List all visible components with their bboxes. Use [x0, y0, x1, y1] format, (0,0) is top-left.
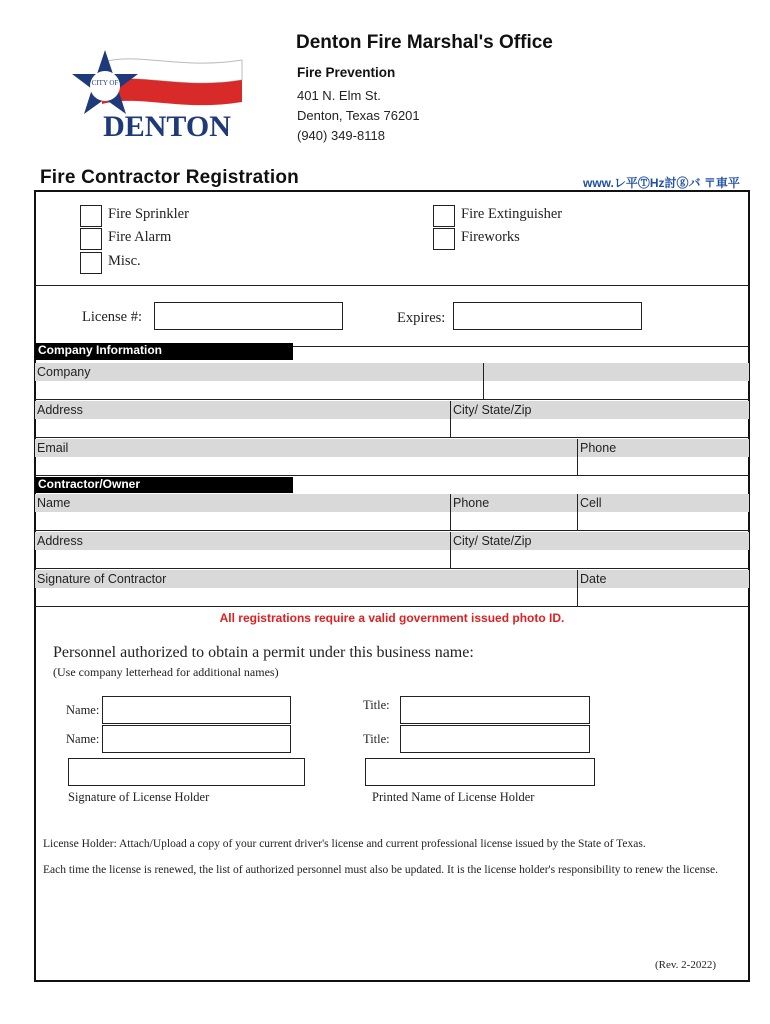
personnel-title-label-2: Title: [363, 732, 390, 746]
personnel-heading: Personnel authorized to obtain a permit under this business name: [53, 644, 474, 661]
owner-name-input[interactable] [35, 512, 449, 530]
expires-input[interactable] [453, 302, 642, 330]
logo-city-of-text: CITY OF [91, 79, 119, 87]
personnel-name-label-2: Name: [66, 732, 100, 746]
address-line-2: Denton, Texas 76201 [297, 108, 420, 123]
company-address-label: Address [37, 403, 83, 417]
divider [35, 475, 749, 476]
website-link[interactable]: www.レ平ⓉHz討ⓖバ 〒車平 [583, 176, 740, 190]
license-number-input[interactable] [154, 302, 343, 330]
fire-extinguisher-checkbox[interactable] [433, 205, 455, 227]
date-label: Date [580, 572, 607, 586]
company-label: Company [37, 365, 91, 379]
company-address-input[interactable] [35, 419, 449, 437]
contractor-signature-label: Signature of Contractor [37, 572, 167, 586]
email-field-bar [35, 439, 749, 457]
personnel-title-input-1[interactable] [400, 696, 590, 724]
email-input[interactable] [35, 457, 576, 475]
misc-checkbox[interactable] [80, 252, 102, 274]
contractor-signature-input[interactable] [35, 588, 576, 606]
owner-city-state-zip-input[interactable] [451, 550, 749, 568]
department-name: Fire Prevention [297, 65, 396, 80]
attach-instructions: License Holder: Attach/Upload a copy of your current driver's license and current professional license issued by the State of Texas. [43, 838, 646, 850]
office-name: Denton Fire Marshal's Office [296, 32, 553, 53]
license-holder-printed-name-input[interactable] [365, 758, 595, 786]
owner-address-field-bar [35, 532, 749, 550]
email-label: Email [37, 441, 69, 455]
divider [35, 530, 749, 531]
owner-address-label: Address [37, 534, 83, 548]
owner-address-input[interactable] [35, 550, 449, 568]
fireworks-label: Fireworks [461, 229, 520, 245]
fire-sprinkler-label: Fire Sprinkler [108, 206, 189, 222]
company-city-state-zip-input[interactable] [451, 419, 749, 437]
fire-sprinkler-checkbox[interactable] [80, 205, 102, 227]
license-holder-printed-name-label: Printed Name of License Holder [372, 790, 535, 804]
date-input[interactable] [578, 588, 749, 606]
divider [35, 285, 749, 286]
renewal-instructions: Each time the license is renewed, the list of authorized personnel must also be updated. It is the license holder's responsibility to renew the license. [43, 864, 718, 876]
divider [35, 437, 749, 438]
fire-extinguisher-label: Fire Extinguisher [461, 206, 563, 222]
owner-section-header: Contractor/Owner [35, 477, 293, 493]
city-of-denton-logo [50, 44, 250, 144]
divider [35, 399, 749, 400]
misc-label: Misc. [108, 253, 141, 269]
owner-phone-label: Phone [453, 496, 490, 510]
personnel-name-input-1[interactable] [102, 696, 291, 724]
owner-name-label: Name [37, 496, 71, 510]
address-line-1: 401 N. Elm St. [297, 88, 381, 103]
company-field-bar [35, 363, 749, 381]
owner-phone-input[interactable] [451, 512, 576, 530]
divider [35, 606, 749, 607]
photo-id-notice: All registrations require a valid government issued photo ID. [219, 611, 565, 625]
revision-date: (Rev. 2-2022) [655, 959, 716, 971]
personnel-name-label-1: Name: [66, 703, 100, 717]
personnel-note: (Use company letterhead for additional names) [53, 665, 279, 679]
company-input[interactable] [35, 381, 749, 400]
divider [35, 568, 749, 569]
fireworks-checkbox[interactable] [433, 228, 455, 250]
license-holder-signature-input[interactable] [68, 758, 305, 786]
form-title: Fire Contractor Registration [40, 167, 299, 188]
owner-city-state-zip-label: City/ State/Zip [453, 534, 532, 548]
personnel-name-input-2[interactable] [102, 725, 291, 753]
license-number-label: License #: [82, 309, 142, 325]
office-phone: (940) 349-8118 [297, 128, 385, 143]
personnel-title-input-2[interactable] [400, 725, 590, 753]
personnel-title-label-1: Title: [363, 698, 390, 712]
company-city-state-zip-label: City/ State/Zip [453, 403, 532, 417]
divider [293, 346, 749, 347]
company-phone-input[interactable] [578, 457, 749, 475]
fire-alarm-checkbox[interactable] [80, 228, 102, 250]
expires-label: Expires: [397, 310, 446, 326]
owner-cell-input[interactable] [578, 512, 749, 530]
logo-denton-text: DENTON [103, 110, 231, 143]
license-holder-signature-label: Signature of License Holder [68, 790, 210, 804]
owner-name-field-bar [35, 494, 749, 512]
address-field-bar [35, 401, 749, 419]
company-section-header: Company Information [35, 343, 293, 360]
fire-alarm-label: Fire Alarm [108, 229, 172, 245]
owner-cell-label: Cell [580, 496, 602, 510]
company-phone-label: Phone [580, 441, 617, 455]
